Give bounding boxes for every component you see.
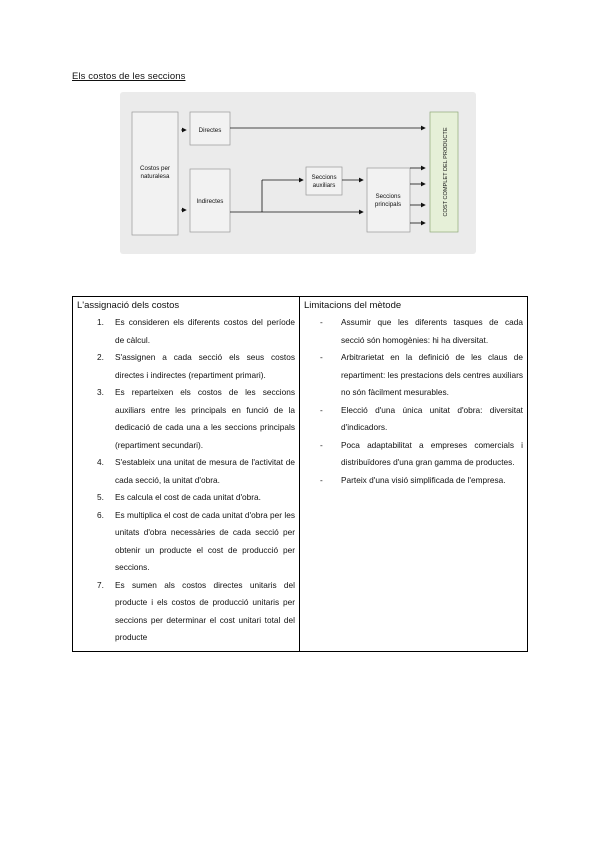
assignment-step — [77, 489, 295, 507]
dash-bullet: - — [320, 352, 323, 362]
limitation-text: Parteix d'una visió simplificada de l'empresa. — [341, 474, 506, 485]
step-number: 3. — [97, 387, 104, 397]
assignment-column — [73, 297, 300, 652]
direct-costs-label: Directes — [198, 127, 222, 134]
dash-bullet: - — [320, 404, 323, 415]
step-text: Es calcula el cost de cada unitat d'obra. — [115, 492, 261, 502]
limitation-text: Elecció d'una única unitat d'obra: diversitat d'indicadors. — [341, 404, 523, 432]
source-costs-label-line1: Costos per — [140, 165, 170, 172]
step-number: 1. — [97, 317, 104, 327]
limitation-item — [304, 314, 523, 349]
limitations-column-title: Limitacions del mètode — [304, 300, 402, 311]
method-table-row — [73, 297, 528, 652]
assignment-column-title: L'assignació dels costos — [77, 300, 180, 311]
principal-sections-label-line1: Seccions — [375, 193, 401, 200]
step-text: Es sumen als costos directes unitaris del producte i els costos de producció unitaris per seccions per determinar el cost unitari total del producte — [115, 579, 295, 642]
assignment-step — [77, 384, 295, 454]
dash-bullet: - — [320, 317, 323, 327]
auxiliary-sections-label-line1: Seccions — [311, 174, 337, 181]
limitation-text: Arbitrarietat en la definició de les claus de repartiment: les prestacions dels centres auxiliars no són fàcilment mesurables. — [341, 352, 523, 397]
limitation-item — [304, 402, 523, 437]
principal-sections-label-line2: principals — [374, 201, 402, 208]
limitation-text: Assumir que les diferents tasques de cada secció són homogènies: hi ha diversitat. — [341, 317, 523, 345]
step-number: 4. — [97, 457, 104, 467]
auxiliary-sections-box — [306, 167, 342, 195]
page-heading: Els costos de les seccions — [72, 71, 186, 82]
indirect-costs-label: Indirectes — [196, 198, 224, 205]
dash-bullet: - — [320, 474, 323, 485]
assignment-step — [77, 577, 295, 647]
auxiliary-sections-label-line2: auxiliars — [312, 182, 336, 189]
limitation-item — [304, 349, 523, 402]
cost-flow-diagram — [120, 92, 476, 254]
step-text: S'estableix una unitat de mesura de l'activitat de cada secció, la unitat d'obra. — [115, 457, 295, 485]
product-cost-label: COST COMPLET DEL PRODUCTE — [443, 127, 449, 217]
assignment-step — [77, 454, 295, 489]
principal-sections-box — [367, 168, 410, 232]
step-text: Es reparteixen els costos de les seccions auxiliars entre les principals en funció de la dedicació de cada una a les seccions principals (repartiment secundari). — [115, 387, 295, 450]
step-text: Es consideren els diferents costos del període de càlcul. — [115, 317, 295, 345]
method-table — [72, 296, 528, 652]
source-costs-label-line2: naturalesa — [140, 173, 170, 180]
step-number: 2. — [97, 352, 104, 362]
assignment-step — [77, 507, 295, 577]
assignment-step — [77, 314, 295, 349]
step-text: S'assignen a cada secció els seus costos directes i indirectes (repartiment primari). — [115, 352, 295, 380]
assignment-step — [77, 349, 295, 384]
limitation-item — [304, 472, 523, 490]
limitation-text: Poca adaptabilitat a empreses comercials i distribuïdores d'una gran gamma de productes. — [341, 439, 523, 467]
step-number: 6. — [97, 509, 104, 520]
step-number: 7. — [97, 579, 104, 590]
limitations-list — [304, 314, 523, 489]
dash-bullet: - — [320, 439, 323, 450]
limitation-item — [304, 437, 523, 472]
limitations-column — [300, 297, 528, 652]
assignment-steps-list — [77, 314, 295, 647]
step-text: Es multiplica el cost de cada unitat d'obra per les unitats d'obra necessàries de cada secció per obtenir un producte el cost de producció per seccions. — [115, 509, 295, 572]
step-number: 5. — [97, 492, 104, 502]
